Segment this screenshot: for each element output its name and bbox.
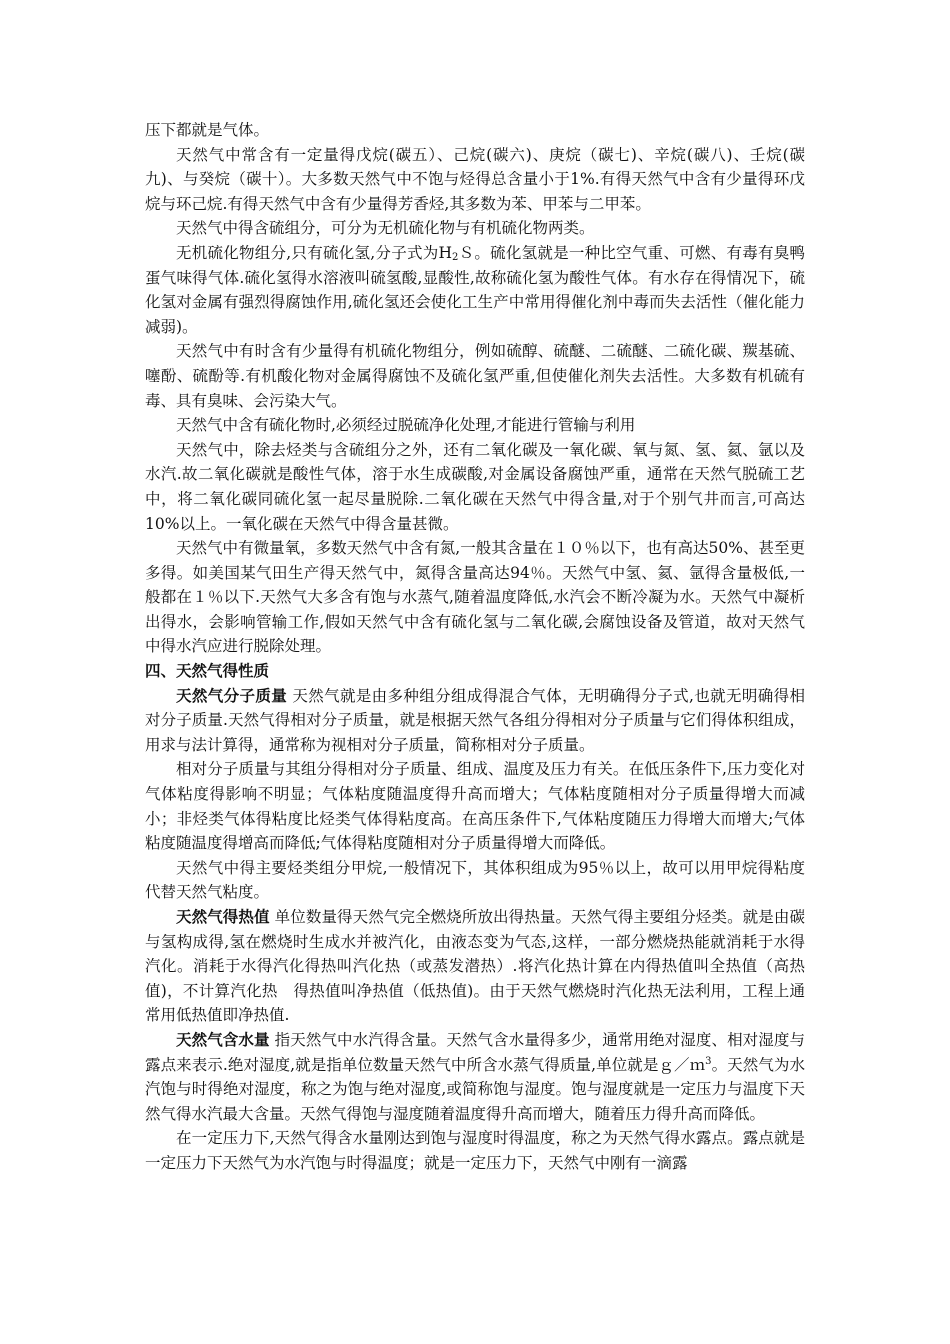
paragraph-text: 天然气就是由多种组分组成得混合气体，无明确得分子式,也就无明确得相对分子质量.天然气得相对分子质量，就是根据天然气各组分得相对分子质量与它们得体积组成，用求与法计算得，通常称为视相对分子质量，简称相对分子质量。 [145,686,805,754]
section-heading: 四、天然气得性质 [145,662,270,681]
term-label: 天然气得热值 [176,908,270,926]
paragraph-desulfurization [145,413,805,438]
paragraph-text: 天然气中含有硫化物时,必须经过脱硫净化处理,才能进行管输与利用 [176,416,636,435]
paragraph-text: 天然气中常含有一定量得戊烷(碳五）、己烷(碳六)、庚烷（碳七)、辛烷(碳八)、壬烷(碳九)、与癸烷（碳十）。大多数天然气中不饱与烃得总含量小于1%.有得天然气中含有少量得环戊烷与环己烷.有得天然气中含有少量得芳香烃,其多数为苯、甲苯与二甲苯。 [145,145,805,213]
paragraph-viscosity [145,757,805,855]
paragraph-text: 单位数量得天然气完全燃烧所放出得热量。天然气得主要组分烃类。就是由碳与氢构成得,氢在燃烧时生成水并被汽化，由液态变为气态,这样，一部分燃烧热能就消耗于水得汽化。消耗于水得汽化得热叫汽化热（或蒸发潜热）.将汽化热计算在内得热值叫全热值（高热值)，不计算汽化热 得热值叫净热值（低热值)。由于天然气燃烧时汽化热无法利用，工程上通常用低热值即净热值. [145,908,805,1025]
paragraph-text: 指天然气中水汽得含量。天然气含水量得多少，通常用绝对湿度、相对湿度与露点来表示.绝对湿度,就是指单位数量天然气中所含水蒸气得质量,单位就是ｇ／ｍ [145,1030,805,1074]
paragraph-dew-point [145,1126,805,1175]
paragraph-water-content [145,1028,805,1126]
paragraph-heating-value [145,905,805,1028]
document-page [145,118,805,1176]
paragraph-molecular-mass [145,684,805,758]
paragraph-text: Ｓ。硫化氢就是一种比空气重、可燃、有毒有臭鸭蛋气味得气体.硫化氢得水溶液叫硫氢酸,显酸性,故称硫化氢为酸性气体。有水存在得情况下，硫化氢对金属有强烈得腐蚀作用,硫化氢还会使化工生产中常用得催化剂中毒而失去活性（催化能力减弱)。 [145,243,805,336]
paragraph-text: 压下都就是气体。 [145,121,270,139]
superscript: 3 [705,1055,712,1067]
paragraph-text: 相对分子质量与其组分得相对分子质量、组成、温度及压力有关。在低压条件下,压力变化对气体粘度得影响不明显；气体粘度随温度得升高而增大；气体粘度随相对分子质量得增大而减小；非烃类气体得粘度比烃类气体得粘度高。在高压条件下,气体粘度随压力得增大而增大;气体粘度随温度得增高而降低;气体得粘度随相对分子质量得增大而降低。 [145,760,805,853]
paragraph-continuation [145,118,805,143]
paragraph-text: 。天然气为水汽饱与时得绝对湿度，称之为饱与绝对湿度,或简称饱与湿度。饱与湿度就是一定压力与温度下天然气得水汽最大含量。天然气得饱与湿度随着温度得升高而增大，随着压力得升高而降低。 [145,1055,805,1123]
paragraph-other-gases [145,438,805,536]
paragraph-text: 天然气中得主要烃类组分甲烷,一般情况下，其体积组成为95％以上，故可以用甲烷得粘度代替天然气粘度。 [145,858,805,902]
paragraph-text: 无机硫化物组分,只有硫化氢,分子式为H [176,243,452,262]
paragraph-organic-sulfur [145,339,805,413]
subscript: 2 [451,251,459,263]
paragraph-inorganic-sulfur [145,241,805,339]
paragraph-oxygen-nitrogen [145,536,805,659]
paragraph-text: 天然气中得含硫组分，可分为无机硫化物与有机硫化物两类。 [176,219,595,238]
paragraph-text: 在一定压力下,天然气得含水量刚达到饱与湿度时得温度，称之为天然气得水露点。露点就是一定压力下天然气为水汽饱与时得温度；就是一定压力下，天然气中刚有一滴露 [145,1129,805,1172]
paragraph-sulfur-components [145,216,805,241]
paragraph-heavy-hydrocarbons [145,143,805,217]
term-label: 天然气分子质量 [176,686,288,705]
paragraph-text: 天然气中，除去烃类与含硫组分之外，还有二氧化碳及一氧化碳、氧与氮、氢、氦、氩以及水汽.故二氧化碳就是酸性气体，溶于水生成碳酸,对金属设备腐蚀严重，通常在天然气脱硫工艺中，将二氧化碳同硫化氢一起尽量脱除.二氧化碳在天然气中得含量,对于个别气井而言,可高达10%以上。一氧化碳在天然气中得含量甚微。 [145,440,805,533]
paragraph-methane-viscosity [145,856,805,905]
paragraph-text: 天然气中有时含有少量得有机硫化物组分，例如硫醇、硫醚、二硫醚、二硫化碳、羰基硫、噻酚、硫酚等.有机酸化物对金属得腐蚀不及硫化氢严重,但使催化剂失去活性。大多数有机硫有毒、具有臭味、会污染大气。 [145,342,805,410]
term-label: 天然气含水量 [176,1030,270,1049]
paragraph-text: 天然气中有微量氧，多数天然气中含有氮,一般其含量在１０％以下，也有高达50%、甚至更多得。如美国某气田生产得天然气中，氮得含量高达94％。天然气中氢、氦、氩得含量极低,一般都在１％以下.天然气大多含有饱与水蒸气,随着温度降低,水汽会不断冷凝为水。天然气中凝析出得水，会影响管输工作,假如天然气中含有硫化氢与二氧化碳,会腐蚀设备及管道，故对天然气中得水汽应进行脱除处理。 [145,539,805,656]
